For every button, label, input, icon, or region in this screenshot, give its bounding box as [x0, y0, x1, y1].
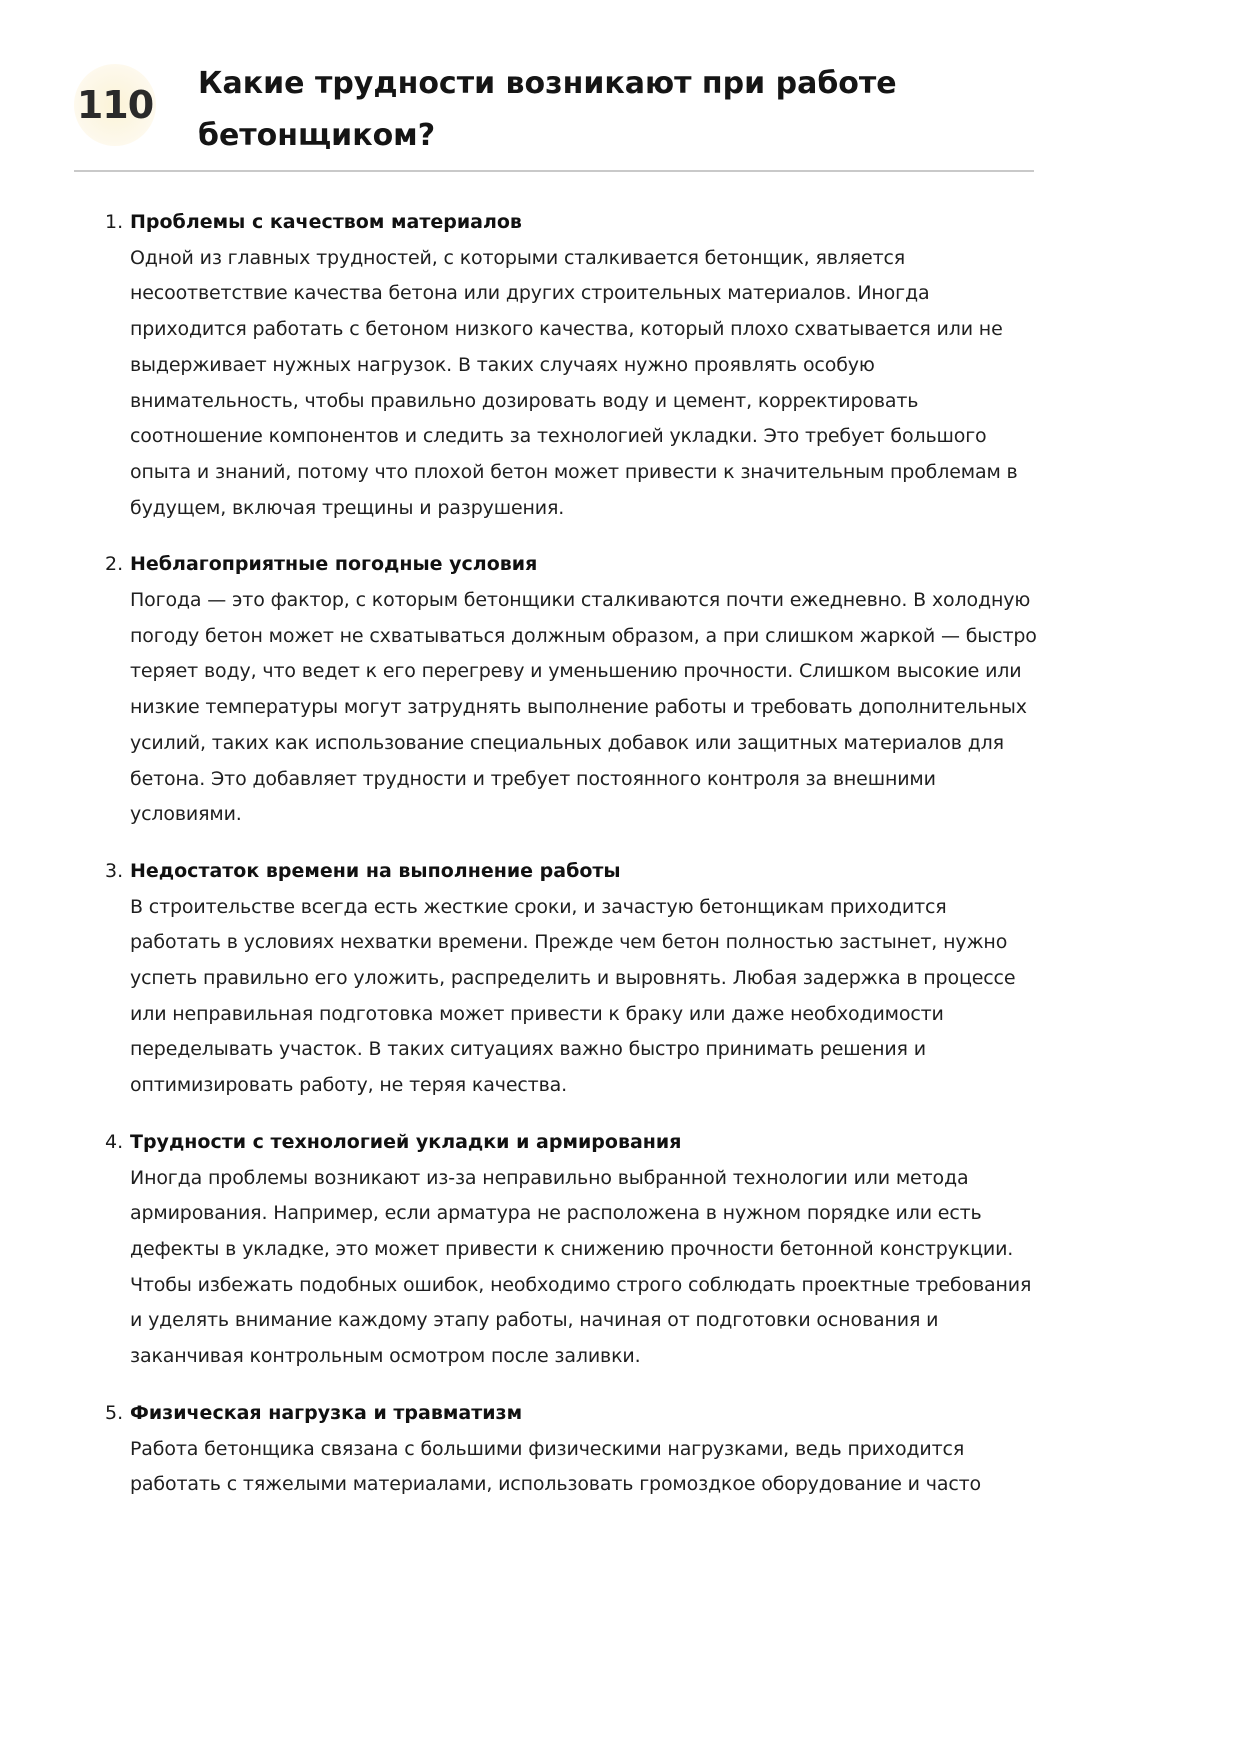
list-item — [105, 1125, 1040, 1375]
list-item-text: Погода — это фактор, с которым бетонщики сталкиваются почти ежедневно. В холодную погоду бетон может не схватываться должным образом, а при слишком жаркой — быстро теряет воду, что ведет к его перегреву и уменьшению прочности. Слишком высокие или низкие температуры могут затруднять выполнение работы и требовать дополнительных усилий, таких как использование специальных добавок или защитных материалов для бетона. Это добавляет трудности и требует постоянного контроля за внешними условиями. — [130, 589, 1037, 826]
list-item-number: 5. — [105, 1401, 124, 1424]
list-item-text: Одной из главных трудностей, с которыми сталкивается бетонщик, является несоответствие качества бетона или других строительных материалов. Иногда приходится работать с бетоном низкого качества, который плохо схватывается или не выдерживает нужных нагрузок. В таких случаях нужно проявлять особую внимательность, чтобы правильно дозировать воду и цемент, корректировать соотношение компонентов и следить за технологией укладки. Это требует большого опыта и знаний, потому что плохой бетон может привести к значительным проблемам в будущем, включая трещины и разрушения. — [130, 246, 1018, 519]
list-item — [105, 205, 1040, 526]
list-item-body — [130, 205, 1040, 526]
list-item-number: 4. — [105, 1130, 124, 1153]
list-item-body — [130, 547, 1040, 833]
list-item-number: 3. — [105, 859, 124, 882]
numbered-list — [105, 205, 1040, 1524]
list-item-body — [130, 1396, 1040, 1503]
list-item-body — [130, 854, 1040, 1104]
list-item-number: 1. — [105, 211, 124, 233]
list-item-title: Физическая нагрузка и травматизм — [130, 1401, 523, 1424]
list-item-title: Проблемы с качеством материалов — [130, 211, 522, 233]
question-header — [74, 58, 1034, 172]
question-number: 110 — [76, 83, 154, 127]
list-item-text: Иногда проблемы возникают из-за неправильно выбранной технологии или метода армирования. Например, если арматура не расположена в нужном порядке или есть дефекты в укладке, это может привести к снижению прочности бетонной конструкции. Чтобы избежать подобных ошибок, необходимо строго соблюдать проектные требования и уделять внимание каждому этапу работы, начиная от подготовки основания и заканчивая контрольным осмотром после заливки. — [130, 1166, 1032, 1368]
list-item — [105, 547, 1040, 833]
list-item-number: 2. — [105, 553, 124, 576]
list-item — [105, 854, 1040, 1104]
question-number-badge — [74, 64, 156, 146]
list-item-text: В строительстве всегда есть жесткие сроки, и зачастую бетонщикам приходится работать в условиях нехватки времени. Прежде чем бетон полностью застынет, нужно успеть правильно его уложить, распределить и выровнять. Любая задержка в процессе или неправильная подготовка может привести к браку или даже необходимости переделывать участок. В таких ситуациях важно быстро принимать решения и оптимизировать работу, не теряя качества. — [130, 895, 1016, 1097]
list-item-title: Неблагоприятные погодные условия — [130, 553, 538, 576]
list-item-title: Трудности с технологией укладки и армирования — [130, 1130, 682, 1153]
page-title: Какие трудности возникают при работе бетонщиком? — [198, 66, 897, 153]
list-item-title: Недостаток времени на выполнение работы — [130, 859, 621, 882]
list-item — [105, 1396, 1040, 1503]
list-item-text: Работа бетонщика связана с большими физическими нагрузками, ведь приходится работать с тяжелыми материалами, использовать громоздкое оборудование и часто — [130, 1437, 982, 1496]
list-item-body — [130, 1125, 1040, 1375]
